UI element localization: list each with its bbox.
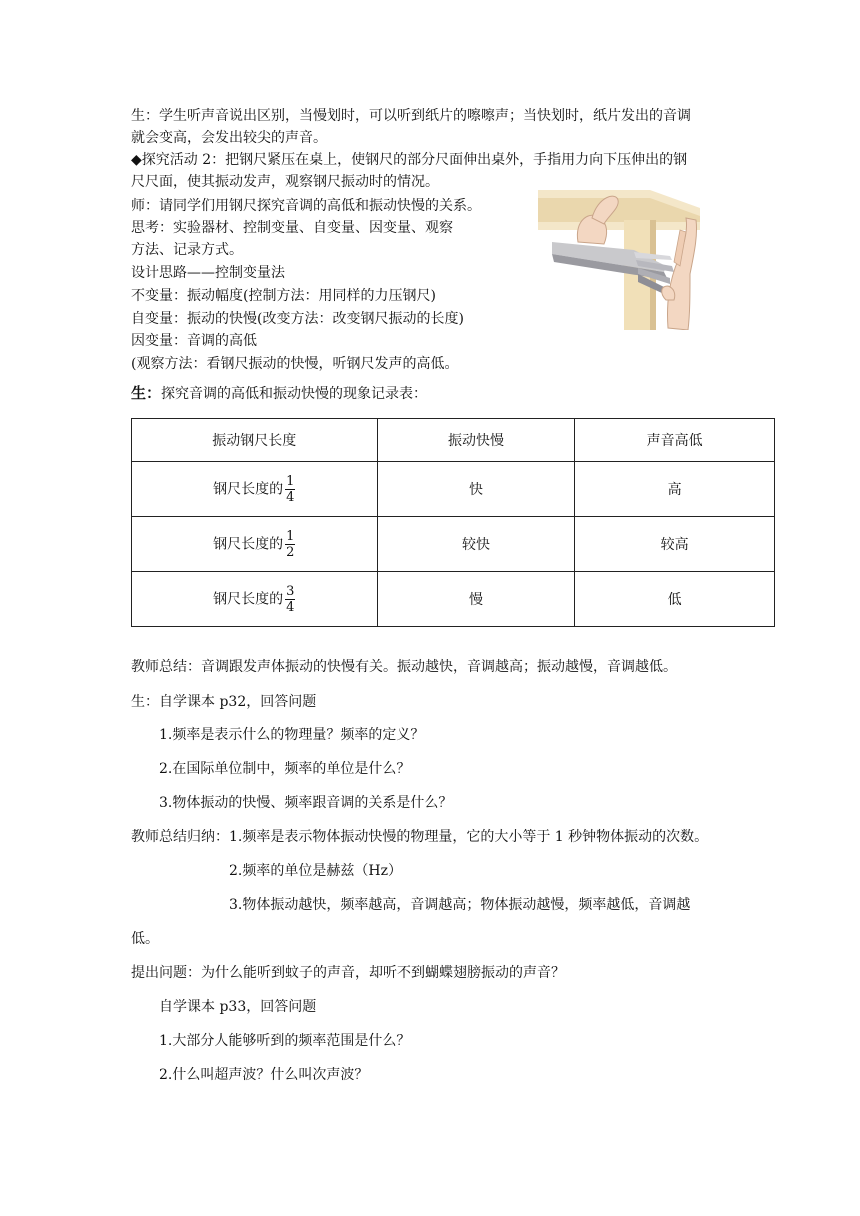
paragraph: 设计思路——控制变量法 bbox=[131, 265, 285, 281]
table-cell-pitch: 高 bbox=[575, 462, 775, 517]
paragraph: 2.频率的单位是赫兹（Hz） bbox=[229, 863, 402, 879]
table-header-cell: 声音高低 bbox=[575, 419, 775, 462]
paragraph: 就会变高，会发出较尖的声音。 bbox=[131, 130, 327, 146]
paragraph: 1.频率是表示什么的物理量？频率的定义？ bbox=[159, 727, 425, 743]
table-cell-pitch: 低 bbox=[575, 572, 775, 627]
paragraph: 教师总结归纳：1.频率是表示物体振动快慢的物理量，它的大小等于 1 秒钟物体振动的次数。 bbox=[131, 829, 709, 845]
paragraph: ◆探究活动 2：把钢尺紧压在桌上，使钢尺的部分尺面伸出桌外，手指用力向下压伸出的钢 bbox=[131, 152, 688, 168]
table-row bbox=[132, 572, 775, 627]
record-table bbox=[131, 418, 775, 627]
table-row bbox=[132, 517, 775, 572]
paragraph: 2.在国际单位制中，频率的单位是什么？ bbox=[159, 761, 411, 777]
table-cell-speed: 较快 bbox=[377, 517, 575, 572]
paragraph: 提出问题：为什么能听到蚊子的声音，却听不到蝴蝶翅膀振动的声音？ bbox=[131, 965, 565, 981]
paragraph: 教师总结：音调跟发声体振动的快慢有关。振动越快，音调越高；振动越慢，音调越低。 bbox=[131, 659, 677, 675]
paragraph: 自学课本 p33，回答问题 bbox=[159, 999, 317, 1015]
fraction-denominator: 4 bbox=[286, 489, 295, 505]
length-label: 钢尺长度的 bbox=[213, 591, 284, 607]
paragraph: 生：学生听声音说出区别，当慢划时，可以听到纸片的嚓嚓声；当快划时，纸片发出的音调 bbox=[131, 108, 691, 124]
table-header-cell: 振动快慢 bbox=[377, 419, 575, 462]
paragraph: 2.什么叫超声波？什么叫次声波？ bbox=[159, 1067, 369, 1083]
fraction bbox=[285, 474, 295, 505]
length-label: 钢尺长度的 bbox=[213, 481, 284, 497]
table-cell-speed: 慢 bbox=[377, 572, 575, 627]
table-cell-speed: 快 bbox=[377, 462, 575, 517]
length-label: 钢尺长度的 bbox=[213, 536, 284, 552]
fraction bbox=[285, 584, 295, 615]
steel-ruler-experiment-illustration bbox=[538, 190, 700, 330]
paragraph: 3.物体振动的快慢、频率跟音调的关系是什么？ bbox=[159, 795, 453, 811]
caption-text: 探究音调的高低和振动快慢的现象记录表： bbox=[161, 386, 428, 402]
paragraph: (观察方法：看钢尺振动的快慢，听钢尺发声的高低。 bbox=[131, 356, 459, 372]
paragraph: 师：请同学们用钢尺探究音调的高低和振动快慢的关系。 bbox=[131, 198, 481, 214]
paragraph: 1.大部分人能够听到的频率范围是什么？ bbox=[159, 1033, 411, 1049]
table-cell-pitch: 较高 bbox=[575, 517, 775, 572]
paragraph: 自变量：振动的快慢(改变方法：改变钢尺振动的长度) bbox=[131, 311, 464, 327]
speaker-label: 生： bbox=[131, 384, 162, 402]
table-header-row bbox=[132, 419, 775, 462]
table-cell-length bbox=[132, 517, 378, 572]
fraction bbox=[285, 529, 295, 560]
table-cell-length bbox=[132, 572, 378, 627]
table-cell-length bbox=[132, 462, 378, 517]
table-header-cell: 振动钢尺长度 bbox=[132, 419, 378, 462]
paragraph: 生：自学课本 p32，回答问题 bbox=[131, 694, 317, 710]
paragraph: 低。 bbox=[131, 931, 159, 947]
paragraph: 3.物体振动越快，频率越高，音调越高；物体振动越慢，频率越低，音调越 bbox=[229, 897, 691, 913]
fraction-denominator: 2 bbox=[286, 544, 295, 560]
table-caption bbox=[131, 383, 427, 404]
fraction-numerator: 3 bbox=[286, 583, 295, 599]
paragraph: 不变量：振动幅度(控制方法：用同样的力压钢尺) bbox=[131, 288, 436, 304]
fraction-denominator: 4 bbox=[286, 599, 295, 615]
table-row bbox=[132, 462, 775, 517]
fraction-numerator: 1 bbox=[286, 528, 295, 544]
paragraph: 尺尺面，使其振动发声，观察钢尺振动时的情况。 bbox=[131, 174, 439, 190]
paragraph: 思考：实验器材、控制变量、自变量、因变量、观察 bbox=[131, 220, 453, 236]
fraction-numerator: 1 bbox=[286, 473, 295, 489]
paragraph: 因变量：音调的高低 bbox=[131, 333, 257, 349]
paragraph: 方法、记录方式。 bbox=[131, 242, 243, 258]
